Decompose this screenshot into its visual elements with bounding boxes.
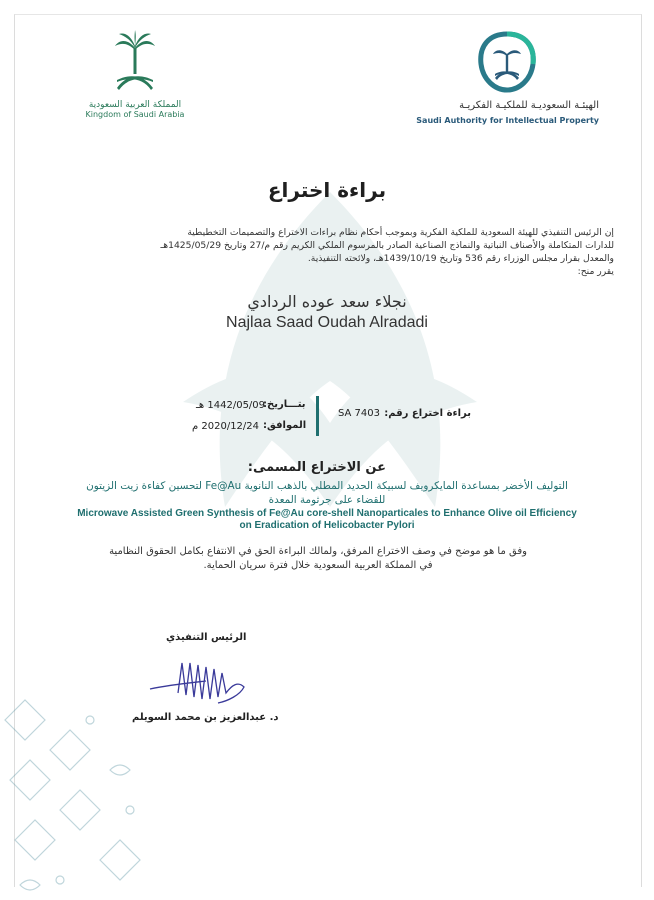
closing-line: وفق ما هو موضح في وصف الاختراع المرفق، ولمالك البراءة الحق في الانتفاع بكامل الحقوق النظامية xyxy=(109,546,527,557)
hijri-date-value: 1442/05/09 هـ xyxy=(196,400,266,411)
saip-name-english: Saudi Authority for Intellectual Property xyxy=(416,116,599,125)
preamble-text xyxy=(34,226,614,278)
closing-text xyxy=(78,545,558,573)
patent-number-label: براءة اختراع رقم: xyxy=(384,408,471,419)
kingdom-name-english: Kingdom of Saudi Arabia xyxy=(85,110,185,119)
invention-title-english: Microwave Assisted Green Synthesis of Fe@Au core-shell Nanoparticales to Enhance Olive oil Efficiency xyxy=(77,508,577,519)
grantee-name-arabic: نجلاء سعد عوده الردادي xyxy=(247,292,407,311)
signatory-title: الرئيس التنفيذي xyxy=(166,632,247,643)
invention-title-english: on Eradication of Helicobacter Pylori xyxy=(239,520,415,531)
grantee-name-english: Najlaa Saad Oudah Alradadi xyxy=(226,314,428,331)
preamble-line: يقرر منح: xyxy=(577,266,614,277)
invention-title-arabic: للقضاء على جرثومة المعدة xyxy=(268,494,386,506)
signatory-name: د. عبدالعزيز بن محمد السويلم xyxy=(132,712,279,723)
gregorian-date-value: 2020/12/24 م xyxy=(192,421,260,432)
kingdom-logo xyxy=(80,30,190,119)
preamble-line: إن الرئيس التنفيذي للهيئة السعودية للملكية الفكرية وبموجب أحكام نظام براءات الاختراع والتصميمات التخطيطية xyxy=(187,227,614,238)
preamble-line: للدارات المتكاملة والأصناف النباتية والنماذج الصناعية الصادر بالمرسوم الملكي الكريم رقم م/27 وتاريخ 1425/05/29هـ xyxy=(160,240,614,251)
saip-name-arabic: الهيئـة السعوديـة للملكيـة الفكريـة xyxy=(459,100,599,111)
palm-swords-emblem-icon xyxy=(113,30,157,92)
patent-number-value: SA 7403 xyxy=(338,408,381,419)
closing-line: في المملكة العربية السعودية خلال فترة سريان الحماية. xyxy=(203,560,433,571)
page-title: براءة اختراع xyxy=(267,178,387,202)
invention-title-arabic: التوليف الأخضر بمساعدة المايكرويف لسبيكة الحديد المطلي بالذهب النانوية Fe@Au لتحسين كفاءة زيت الزيتون xyxy=(86,480,568,492)
invention-heading: عن الاختراع المسمى: xyxy=(247,460,386,475)
kingdom-name-arabic: المملكة العربية السعودية xyxy=(88,100,182,110)
gregorian-date-label: الموافق: xyxy=(263,420,307,431)
handwritten-signature-icon xyxy=(148,655,258,715)
info-divider xyxy=(316,396,319,436)
hijri-date-label: بتـــاريخ: xyxy=(263,399,306,410)
saip-mark-icon xyxy=(475,30,539,94)
saip-watermark-icon xyxy=(120,150,540,570)
preamble-line: والمعدل بقرار مجلس الوزراء رقم 536 وتاريخ 1439/10/19هـ، ولائحته التنفيذية. xyxy=(307,253,614,264)
